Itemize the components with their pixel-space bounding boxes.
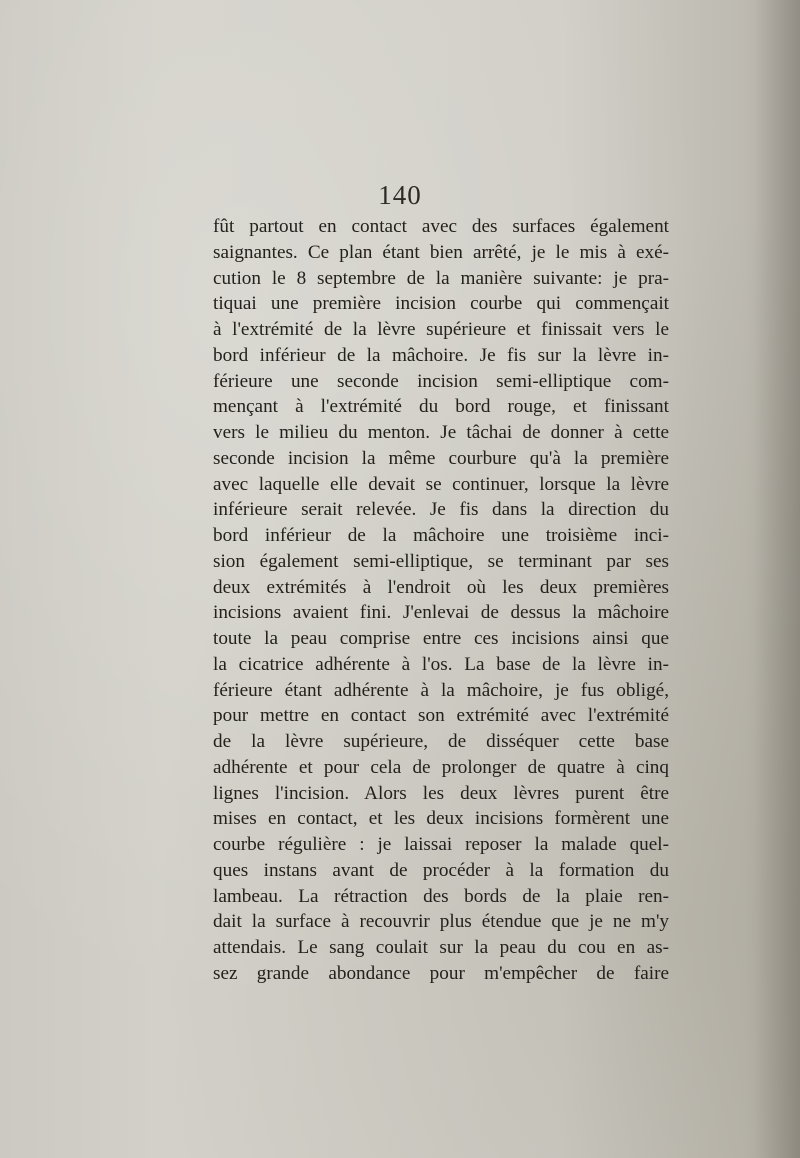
text-line: férieure une seconde incision semi-elliptique com- [213,370,669,392]
text-line: sion également semi-elliptique, se terminant par ses [213,550,669,572]
text-line: mises en contact, et les deux incisions formèrent une [213,808,669,830]
text-line: bord inférieur de la mâchoire. Je fis sur la lèvre in- [213,344,669,366]
text-line: vers le milieu du menton. Je tâchai de donner à cette [213,422,669,443]
text-line: adhérente et pour cela de prolonger de quatre à cinq [213,756,669,778]
text-line: ques instans avant de procéder à la formation du [213,859,669,881]
text-line: inférieure serait relevée. Je fis dans la direction du [213,499,669,521]
text-line: mençant à l'extrémité du bord rouge, et finissant [213,396,669,418]
text-line: seconde incision la même courbure qu'à la première [213,447,669,469]
text-line: de la lèvre supérieure, de disséquer cette base [213,731,669,752]
body-text [213,214,669,987]
text-line: cution le 8 septembre de la manière suivante: je pra- [213,267,669,289]
page-number: 140 [378,180,422,210]
text-line: fût partout en contact avec des surfaces également [213,216,669,237]
text-line: la cicatrice adhérente à l'os. La base de la lèvre in- [213,653,669,675]
text-line: toute la peau comprise entre ces incisions ainsi que [213,628,669,649]
text-line: tiquai une première incision courbe qui commençait [213,293,669,315]
text-line: deux extrémités à l'endroit où les deux premières [213,576,669,598]
text-line: saignantes. Ce plan étant bien arrêté, je le mis à exé- [213,241,669,263]
text-line: pour mettre en contact son extrémité avec l'extrémité [213,705,669,727]
text-line: à l'extrémité de la lèvre supérieure et finissait vers le [213,319,669,340]
text-line: bord inférieur de la mâchoire une troisième inci- [213,525,669,546]
text-line: lignes l'incision. Alors les deux lèvres purent être [213,782,669,804]
page-edge-shadow [754,0,800,1158]
text-line: courbe régulière : je laissai reposer la malade quel- [213,834,669,855]
text-line: dait la surface à recouvrir plus étendue que je ne m'y [213,911,669,933]
text-line: sez grande abondance pour m'empêcher de faire [213,962,669,984]
text-line: lambeau. La rétraction des bords de la plaie ren- [213,885,669,907]
text-line: avec laquelle elle devait se continuer, lorsque la lèvre [213,473,669,495]
text-line: férieure étant adhérente à la mâchoire, je fus obligé, [213,679,669,701]
text-line: incisions avaient fini. J'enlevai de dessus la mâchoire [213,602,669,624]
text-line: attendais. Le sang coulait sur la peau du cou en as- [213,937,669,958]
